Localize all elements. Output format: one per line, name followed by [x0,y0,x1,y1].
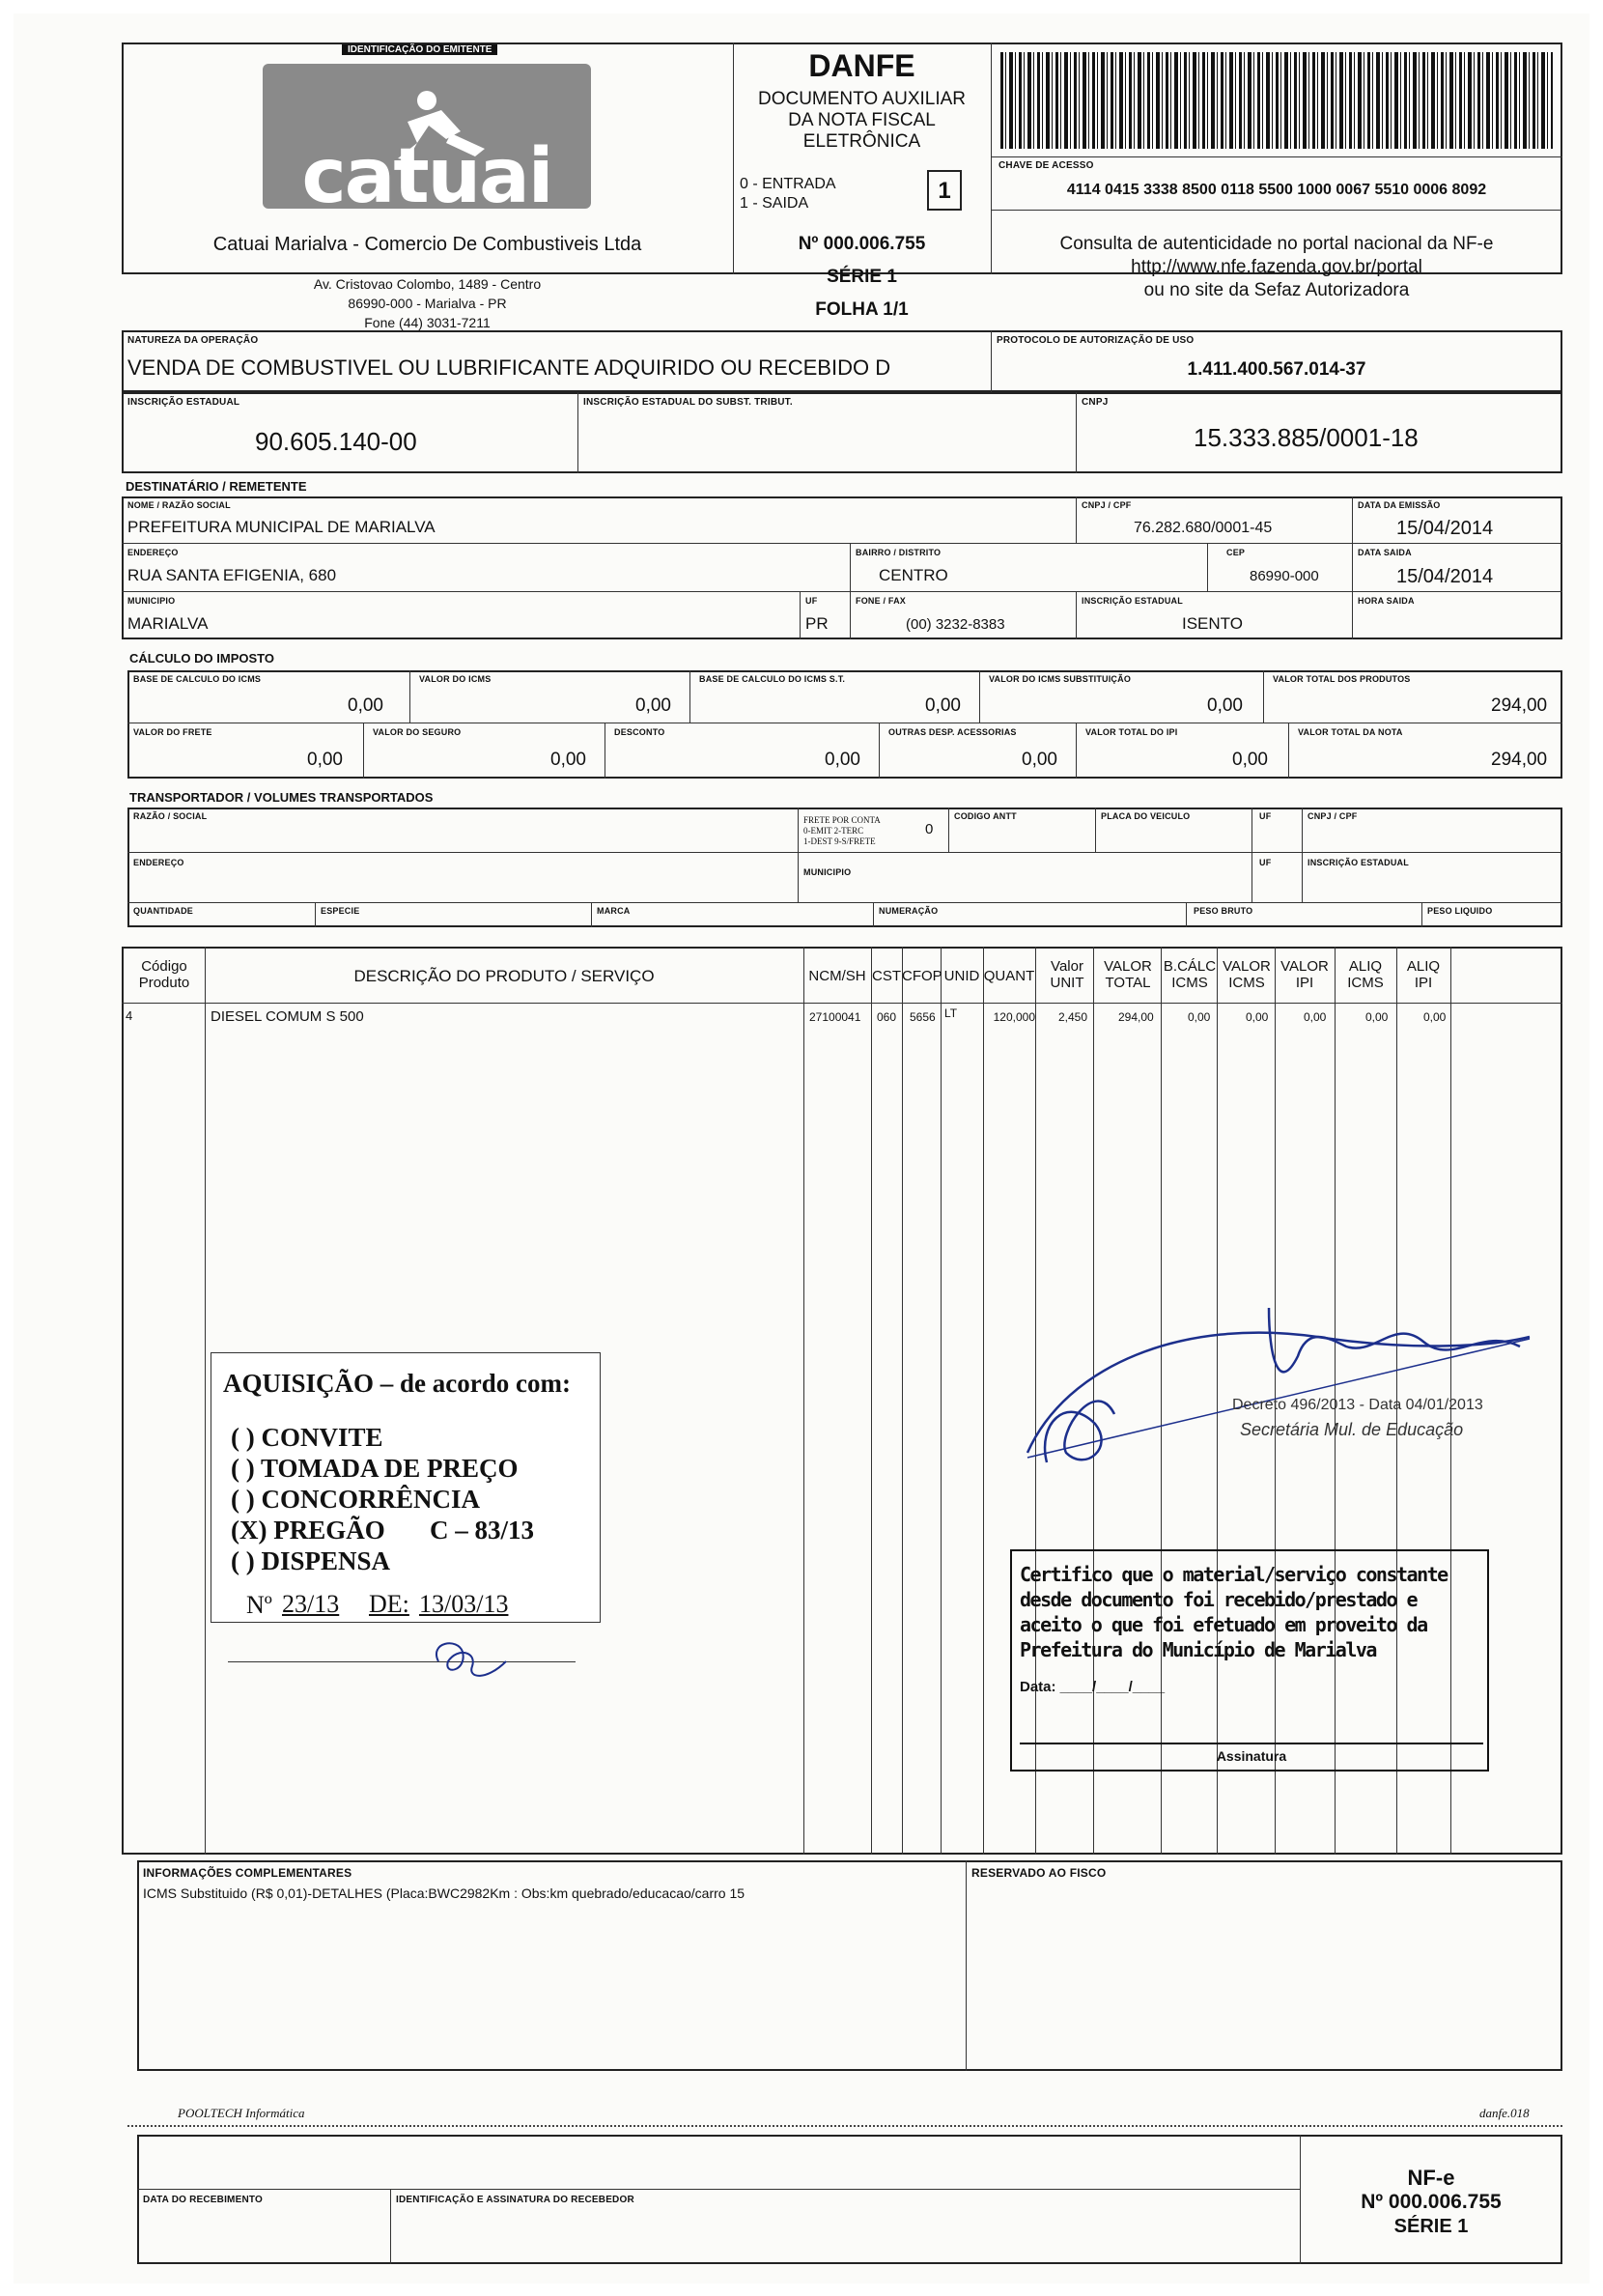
icms-value: 0,00 [635,695,671,716]
row-vtotal: 294,00 [1118,1010,1154,1024]
insurance-value: 0,00 [550,750,586,770]
base-st-value: 0,00 [925,695,961,716]
operation-value: VENDA DE COMBUSTIVEL OU LUBRIFICANTE ADQUIRIDO OU RECEBIDO D [127,355,891,380]
cut-line [127,2125,1562,2127]
footer-software: POOLTECH Informática [178,2106,305,2120]
col-aipi: ALIQ IPI [1406,958,1441,991]
exit-date: 15/04/2014 [1396,566,1494,587]
certificate-line-1: Certifico que o material/serviço constante [1020,1563,1448,1586]
row-unit: LT [944,1006,958,1020]
products-total-label: VALOR TOTAL DOS PRODUTOS [1273,674,1411,684]
recipient-section: DESTINATÁRIO / REMETENTE [126,479,307,494]
transport-section: TRANSPORTADOR / VOLUMES TRANSPORTADOS [129,790,434,805]
district-value: CENTRO [879,566,948,584]
consult-line-1: Consulta de autenticidade no portal nacional da NF-e [1059,234,1494,254]
emitter-city: 86990-000 - Marialva - PR [348,296,507,311]
col-vtotal: VALOR TOTAL [1104,958,1152,991]
certificate-date: Data: ____/____/____ [1020,1679,1166,1695]
gross-weight-label: PESO BRUTO [1194,906,1253,916]
row-bcicms: 0,00 [1188,1010,1211,1024]
recipient-name-label: NOME / RAZÃO SOCIAL [127,500,231,510]
recipient-ie-label: INSCRIÇÃO ESTADUAL [1082,596,1183,606]
danfe-subtitle-1: DOCUMENTO AUXILIAR [757,89,967,109]
danfe-number: Nº 000.006.755 [798,234,926,254]
exit-date-label: DATA SAIDA [1358,548,1412,557]
row-vicms: 0,00 [1246,1010,1269,1024]
cnpj-label: CNPJ [1082,397,1109,408]
col-cst: CST [872,968,901,984]
base-icms-label: BASE DE CALCULO DO ICMS [133,674,262,684]
col-cfop: CFOP [902,968,942,984]
danfe-series: SÉRIE 1 [827,267,897,287]
consult-line-3: ou no site da Sefaz Autorizadora [1143,280,1410,300]
plate-label: PLACA DO VEICULO [1101,811,1191,821]
certificate-line-3: aceito o que foi efetuado em proveito da [1020,1613,1427,1636]
danfe-entry: 0 - ENTRADA [740,176,836,192]
receipt-nfe: NF-e [1407,2166,1455,2190]
row-cst: 060 [877,1010,897,1024]
receipt-nfe-series: SÉRIE 1 [1393,2216,1469,2237]
discount-value: 0,00 [825,750,860,770]
carrier-uf-label: UF [1259,811,1272,821]
carrier-cnpj-label: CNPJ / CPF [1308,811,1358,821]
other-expenses-value: 0,00 [1022,750,1057,770]
col-code: Código Produto [138,958,190,991]
blue-signature-icon [1008,1279,1549,1491]
row-cfop: 5656 [910,1010,936,1024]
ipi-value: 0,00 [1232,750,1268,770]
col-vipi: VALOR IPI [1280,958,1329,991]
cep-label: CEP [1226,548,1246,557]
access-barcode [1000,52,1553,149]
col-vunit: Valor UNIT [1050,958,1084,991]
discount-label: DESCONTO [614,727,665,737]
icms-st-value: 0,00 [1207,695,1243,716]
cep-value: 86990-000 [1250,568,1319,584]
base-st-label: BASE DE CALCULO DO ICMS S.T. [699,674,846,684]
city-value: MARIALVA [127,614,209,633]
acquisition-title: AQUISIÇÃO – de acordo com: [223,1369,571,1398]
company-logo [263,64,591,209]
antt-label: CODIGO ANTT [954,811,1017,821]
recipient-cnpj: 76.282.680/0001-45 [1134,520,1273,536]
acquisition-number-label: Nº [246,1591,272,1619]
receipt-sign-label: IDENTIFICAÇÃO E ASSINATURA DO RECEBEDOR [396,2195,634,2205]
uf-label: UF [805,596,818,606]
row-vipi: 0,00 [1304,1010,1327,1024]
volume-brand-label: MARCA [597,906,631,916]
danfe-subtitle-2: DA NOTA FISCAL [788,110,936,130]
carrier-city-label: MUNICIPIO [803,867,852,877]
district-label: BAIRRO / DISTRITO [856,548,942,557]
danfe-page-number: FOLHA 1/1 [815,299,909,320]
danfe-exit: 1 - SAIDA [740,195,809,212]
insurance-label: VALOR DO SEGURO [373,727,462,737]
acquisition-convite: ( ) CONVITE [231,1423,383,1452]
freight-by-3: 1-DEST 9-S/FRETE [803,836,876,846]
certificate-stamp [1010,1549,1489,1772]
initials-signature-icon [419,1632,525,1690]
acquisition-stamp [211,1352,601,1623]
info-text: ICMS Substituido (R$ 0,01)-DETALHES (Placa:BWC2982Km : Obs:km quebrado/educacao/carro 15 [143,1885,745,1901]
certificate-line-4: Prefeitura do Município de Marialva [1020,1638,1376,1661]
recipient-ie: ISENTO [1182,614,1243,633]
access-key-label: CHAVE DE ACESSO [998,160,1094,171]
logo-text: catuai [301,133,552,209]
recipient-address: RUA SANTA EFIGENIA, 680 [127,566,337,584]
base-icms-value: 0,00 [348,695,383,716]
carrier-uf2-label: UF [1259,858,1272,867]
ipi-label: VALOR TOTAL DO IPI [1085,727,1178,737]
other-expenses-label: OUTRAS DESP. ACESSORIAS [888,727,1017,737]
recipient-cnpj-label: CNPJ / CPF [1082,500,1132,510]
exit-time-label: HORA SAIDA [1358,596,1415,606]
certificate-line-2: desde documento foi recebido/prestado e [1020,1588,1418,1611]
freight-by-2: 0-EMIT 2-TERC [803,826,864,836]
ie-value: 90.605.140-00 [255,427,417,456]
danfe-page [14,14,1589,2283]
freight-label: VALOR DO FRETE [133,727,212,737]
col-qty: QUANT [983,968,1035,984]
acquisition-tomada: ( ) TOMADA DE PREÇO [231,1454,519,1483]
acquisition-concorrencia: ( ) CONCORRÊNCIA [231,1485,480,1514]
phone-value: (00) 3232-8383 [906,616,1005,633]
protocol-value: 1.411.400.567.014-37 [1187,359,1366,380]
ie-label: INSCRIÇÃO ESTADUAL [127,397,240,408]
recipient-address-label: ENDEREÇO [127,548,179,557]
acquisition-date-value: 13/03/13 [419,1590,509,1618]
danfe-subtitle-3: ELETRÔNICA [802,131,921,152]
danfe-title: DANFE [808,48,915,83]
row-qty: 120,000 [993,1010,1035,1024]
col-aicms: ALIQ ICMS [1347,958,1384,991]
acquisition-date-label: DE: [369,1590,409,1618]
icms-st-label: VALOR DO ICMS SUBSTITUIÇÃO [989,674,1132,684]
row-desc: DIESEL COMUM S 500 [211,1008,364,1025]
carrier-name-label: RAZÃO / SOCIAL [133,811,208,821]
decree-text: Decreto 496/2013 - Data 04/01/2013 [1232,1397,1483,1413]
row-code: 4 [126,1008,133,1023]
ie-st-label: INSCRIÇÃO ESTADUAL DO SUBST. TRIBUT. [583,397,793,408]
info-label: INFORMAÇÕES COMPLEMENTARES [143,1866,352,1880]
freight-by-value: 0 [925,821,934,837]
row-aipi: 0,00 [1423,1010,1447,1024]
col-bcicms: B.CÁLC ICMS [1163,958,1217,991]
icms-label: VALOR DO ICMS [419,674,492,684]
acquisition-number-value: 23/13 [282,1590,340,1618]
freight-by-1: FRETE POR CONTA [803,815,881,825]
products-total-value: 294,00 [1491,695,1548,716]
emitter-address: Av. Cristovao Colombo, 1489 - Centro [313,276,542,292]
danfe-type-box: 1 [927,170,962,211]
city-label: MUNICIPIO [127,596,176,606]
freight-value: 0,00 [307,750,343,770]
access-key: 4114 0415 3338 8500 0118 5500 1000 0067 5510 0006 8092 [1066,182,1487,198]
acquisition-pregao: (X) PREGÃO [231,1516,385,1545]
volume-species-label: ESPECIE [321,906,360,916]
row-aicms: 0,00 [1365,1010,1389,1024]
phone-label: FONE / FAX [856,596,907,606]
invoice-total-value: 294,00 [1491,750,1548,770]
emitter-phone: Fone (44) 3031-7211 [364,315,491,330]
carrier-ie-label: INSCRIÇÃO ESTADUAL [1308,858,1409,867]
carrier-address-label: ENDEREÇO [133,858,184,867]
volume-qty-label: QUANTIDADE [133,906,193,916]
recipient-name: PREFEITURA MUNICIPAL DE MARIALVA [127,518,436,536]
footer-form-code: danfe.018 [1479,2106,1530,2120]
col-unit: UNID [943,968,980,984]
receipt-date-label: DATA DO RECEBIMENTO [143,2195,263,2205]
cnpj-value: 15.333.885/0001-18 [1194,423,1419,452]
operation-label: NATUREZA DA OPERAÇÃO [127,335,259,346]
secretary-role: Secretária Mul. de Educação [1240,1420,1464,1439]
protocol-label: PROTOCOLO DE AUTORIZAÇÃO DE USO [997,335,1195,346]
acquisition-dispensa: ( ) DISPENSA [231,1546,391,1575]
uf-value: PR [805,614,829,633]
net-weight-label: PESO LIQUIDO [1427,906,1493,916]
emitter-name: Catuai Marialva - Comercio De Combustiveis Ltda [212,234,642,255]
col-ncm: NCM/SH [808,968,866,984]
receipt-nfe-number: Nº 000.006.755 [1361,2191,1502,2213]
certificate-signature-label: Assinatura [1216,1748,1287,1764]
col-desc: DESCRIÇÃO DO PRODUTO / SERVIÇO [353,967,655,985]
volume-numbering-label: NUMERAÇÃO [879,906,939,916]
invoice-total-label: VALOR TOTAL DA NOTA [1298,727,1403,737]
emission-date: 15/04/2014 [1396,518,1494,539]
fisco-label: RESERVADO AO FISCO [971,1866,1107,1880]
row-vunit: 2,450 [1058,1010,1088,1024]
acquisition-pregao-number: C – 83/13 [430,1516,534,1545]
emission-label: DATA DA EMISSÃO [1358,500,1441,510]
row-ncm: 27100041 [809,1010,861,1024]
col-vicms: VALOR ICMS [1223,958,1271,991]
consult-line-2: http://www.nfe.fazenda.gov.br/portal [1131,257,1422,277]
tax-section: CÁLCULO DO IMPOSTO [129,651,274,666]
emitter-section-label: IDENTIFICAÇÃO DO EMITENTE [342,44,497,55]
